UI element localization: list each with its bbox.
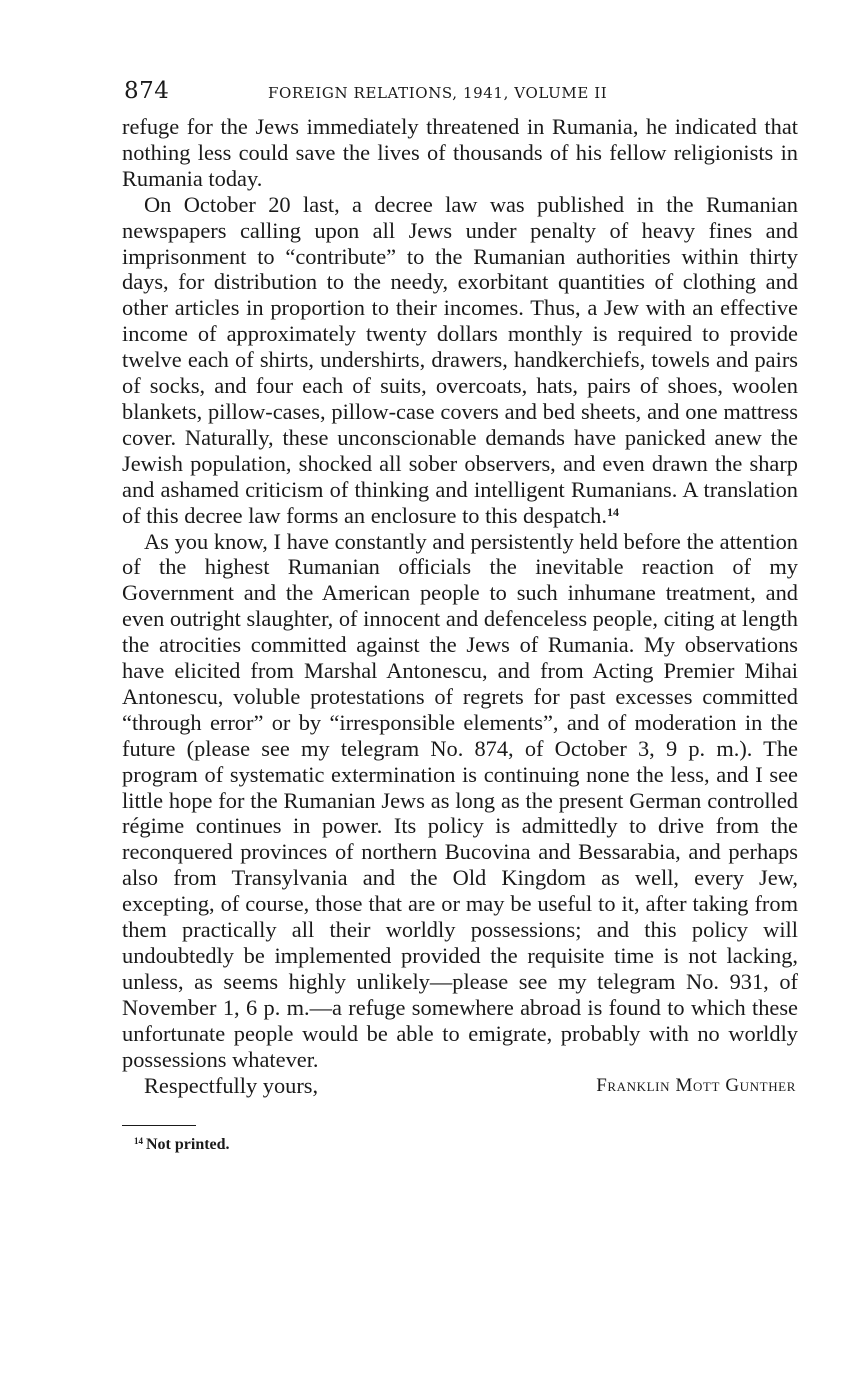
page-number: 874 <box>124 78 170 104</box>
paragraph-continued: refuge for the Jews immediately threatened in Rumania, he indicated that nothing less could save the lives of thousands of his fellow religionists in Rumania today. <box>122 114 798 191</box>
body-text <box>122 114 798 1073</box>
closing <box>122 1073 798 1103</box>
document-page <box>122 78 798 1154</box>
footnote-reference: 14 <box>606 504 619 519</box>
footnote-text: Not printed. <box>146 1135 230 1153</box>
paragraph-decree-law <box>122 192 798 529</box>
paragraph-decree-law-text: On October 20 last, a decree law was published in the Rumanian newspapers calling upon all Jews under penalty of heavy fines and imprisonment to “contribute” to the Rumanian authorities within thirty days, for distribution to the needy, exorbitant quantities of clothing and other articles in proportion to their incomes. Thus, a Jew with an effective income of approximately twenty dollars monthly is required to provide twelve each of shirts, undershirts, drawers, handkerchiefs, towels and pairs of socks, and four each of suits, overcoats, hats, pairs of shoes, woolen blankets, pillow-cases, pillow-case covers and bed sheets, and one mattress cover. Naturally, these unconscionable demands have panicked anew the Jewish population, shocked all sober observers, and even drawn the sharp and ashamed criticism of thinking and intelligent Rumanians. A translation of this decree law forms an enclosure to this despatch. <box>122 191 798 528</box>
footnote-marker: 14 <box>134 1135 143 1146</box>
footnote-divider <box>122 1125 196 1126</box>
running-title: FOREIGN RELATIONS, 1941, VOLUME II <box>268 84 608 102</box>
footnote <box>134 1136 798 1154</box>
salutation: Respectfully yours, <box>144 1072 319 1098</box>
signature: Franklin Mott Gunther <box>596 1074 796 1096</box>
paragraph-observations: As you know, I have constantly and persistently held before the attention of the highest Rumanian officials the inevitable reaction of my Government and the American people to such inhumane treatment, and even outright slaughter, of innocent and defenceless people, citing at length the atrocities committed against the Jews of Rumania. My observations have elicited from Marshal Antonescu, and from Acting Premier Mihai Antonescu, voluble protestations of regrets for past excesses committed “through error” or by “irresponsible elements”, and of moderation in the future (please see my telegram No. 874, of October 3, 9 p. m.). The program of systematic extermination is continuing none the less, and I see little hope for the Rumanian Jews as long as the present German controlled régime continues in power. Its policy is admittedly to drive from the reconquered provinces of northern Bucovina and Bessarabia, and perhaps also from Transylvania and the Old Kingdom as well, every Jew, excepting, of course, those that are or may be useful to it, after taking from them practically all their worldly possessions; and this policy will undoubtedly be implemented provided the requisite time is not lacking, unless, as seems highly unlikely—please see my telegram No. 931, of November 1, 6 p. m.—a refuge somewhere abroad is found to which these unfortunate people would be able to emigrate, probably with no worldly possessions whatever. <box>122 528 798 1072</box>
running-head <box>122 78 798 114</box>
